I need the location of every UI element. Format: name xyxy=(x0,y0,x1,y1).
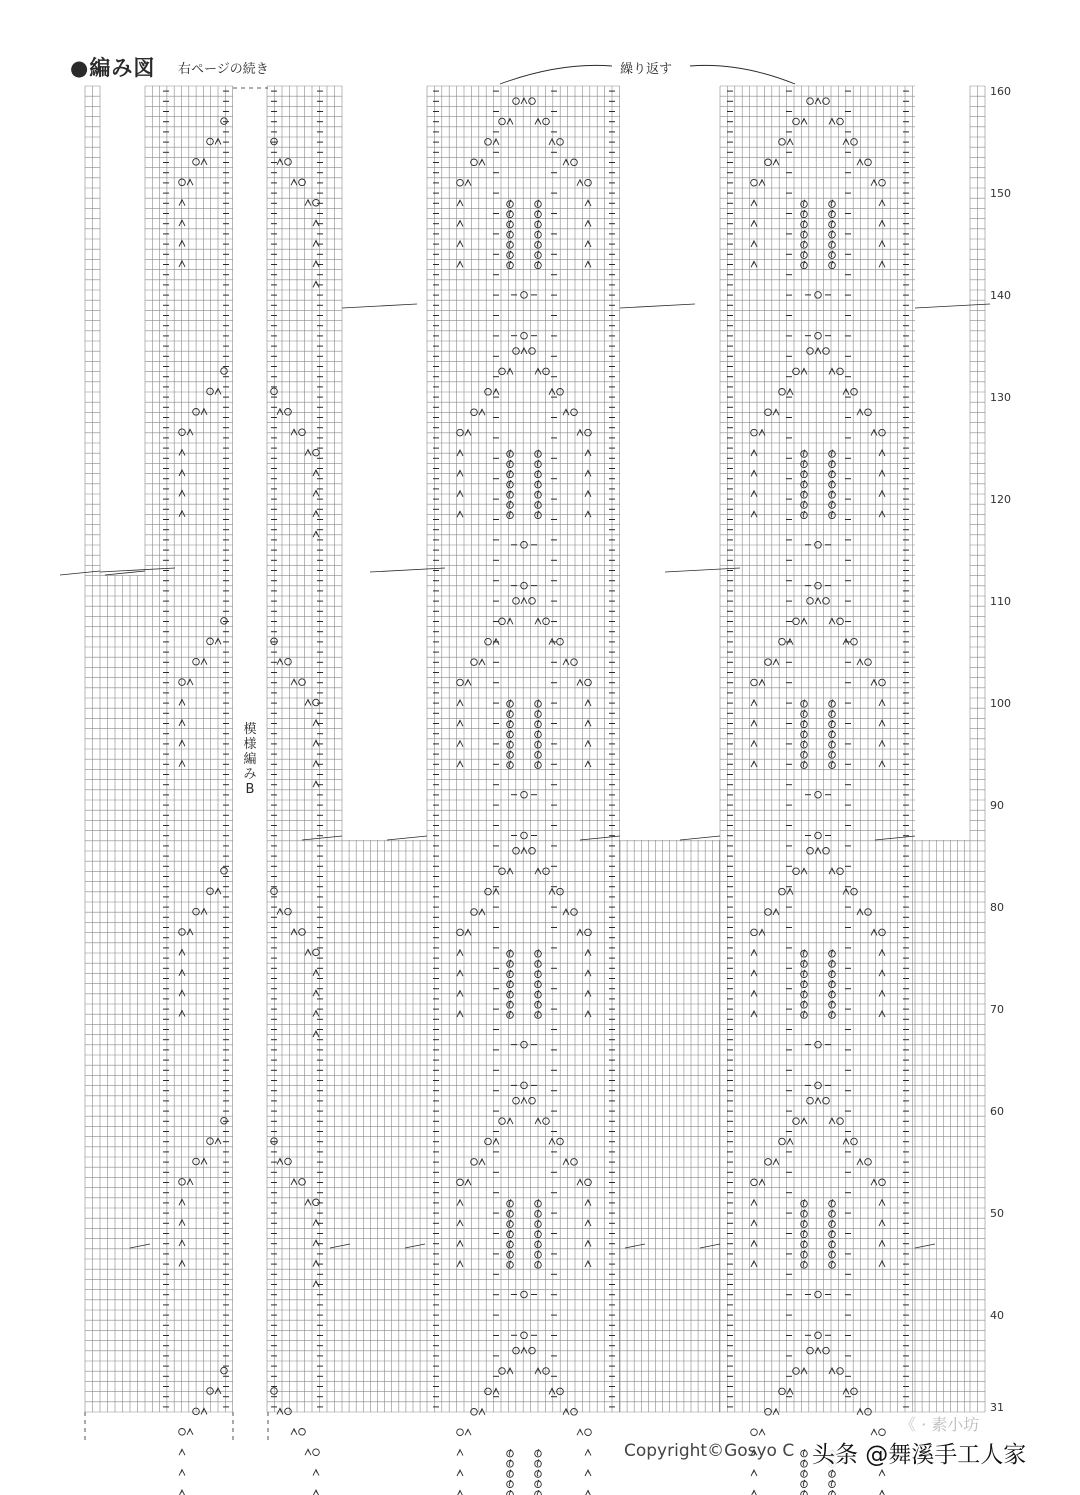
yarn-over-symbol xyxy=(807,1097,814,1104)
yarn-over-symbol xyxy=(793,1118,800,1125)
decrease-symbol xyxy=(313,1261,319,1267)
decrease-symbol xyxy=(457,720,463,726)
decrease-symbol xyxy=(305,1449,311,1455)
decrease-symbol xyxy=(313,1470,319,1476)
decrease-symbol xyxy=(751,221,757,227)
shaping-line-lower-2 xyxy=(405,1244,425,1248)
shaping-line-upper-1 xyxy=(620,304,695,308)
yarn-over-symbol xyxy=(271,1138,278,1145)
yarn-over-symbol xyxy=(221,1117,228,1124)
yarn-over-symbol xyxy=(521,332,528,339)
yarn-over-symbol xyxy=(529,98,536,105)
row-numbers xyxy=(990,85,1011,1414)
decrease-symbol xyxy=(577,1179,583,1185)
yarn-over-symbol xyxy=(751,679,758,686)
decrease-symbol xyxy=(457,761,463,767)
yarn-over-symbol xyxy=(207,888,214,895)
decrease-symbol xyxy=(751,761,757,767)
decrease-symbol xyxy=(829,1118,835,1124)
decrease-symbol xyxy=(179,1449,185,1455)
decrease-symbol xyxy=(457,1220,463,1226)
decrease-symbol xyxy=(457,741,463,747)
decrease-symbol xyxy=(829,119,835,125)
decrease-symbol xyxy=(465,180,471,186)
decrease-symbol xyxy=(751,1470,757,1476)
decrease-symbol xyxy=(201,159,207,165)
decrease-symbol xyxy=(179,700,185,706)
yarn-over-symbol xyxy=(751,1179,758,1186)
yarn-over-symbol xyxy=(837,118,844,125)
decrease-symbol xyxy=(313,531,319,537)
decrease-symbol xyxy=(313,1011,319,1017)
yarn-over-symbol xyxy=(221,368,228,375)
shaping-line-6 xyxy=(875,836,915,840)
decrease-symbol xyxy=(457,1490,463,1495)
yarn-over-symbol xyxy=(313,1449,320,1456)
yarn-over-symbol xyxy=(529,1097,536,1104)
decrease-symbol xyxy=(857,659,863,665)
yarn-over-symbol xyxy=(521,1332,528,1339)
decrease-symbol xyxy=(179,970,185,976)
decrease-symbol xyxy=(187,429,193,435)
row-number-140: 140 xyxy=(990,289,1011,303)
decrease-symbol xyxy=(291,1429,297,1435)
decrease-symbol xyxy=(773,159,779,165)
shaping-line-lower-1 xyxy=(330,1244,350,1248)
yarn-over-symbol xyxy=(879,179,886,186)
decrease-symbol xyxy=(879,1470,885,1476)
decrease-symbol xyxy=(879,720,885,726)
yarn-over-symbol xyxy=(271,1388,278,1395)
decrease-symbol xyxy=(563,1159,569,1165)
decrease-symbol xyxy=(871,180,877,186)
decrease-symbol xyxy=(179,949,185,955)
decrease-symbol xyxy=(479,159,485,165)
yarn-over-symbol xyxy=(179,679,186,686)
decrease-symbol xyxy=(313,1490,319,1495)
decrease-symbol xyxy=(549,139,555,145)
decrease-symbol xyxy=(179,740,185,746)
yarn-over-symbol xyxy=(521,1291,528,1298)
decrease-symbol xyxy=(879,1490,885,1495)
decrease-symbol xyxy=(751,1200,757,1206)
shaping-line-lower-3 xyxy=(625,1244,645,1248)
decrease-symbol xyxy=(313,990,319,996)
decrease-symbol xyxy=(879,241,885,247)
yarn-over-symbol xyxy=(793,118,800,125)
decrease-symbol xyxy=(751,241,757,247)
decrease-symbol xyxy=(879,1220,885,1226)
yarn-over-symbol xyxy=(585,1179,592,1186)
shaping-line-lower-4 xyxy=(700,1244,720,1248)
decrease-symbol xyxy=(759,180,765,186)
decrease-symbol xyxy=(179,490,185,496)
yarn-over-symbol xyxy=(879,1429,886,1436)
decrease-symbol xyxy=(787,139,793,145)
shaping-line-upper-0 xyxy=(342,304,417,308)
yarn-over-symbol xyxy=(765,659,772,666)
decrease-symbol xyxy=(179,1011,185,1017)
yarn-over-symbol xyxy=(313,199,320,206)
decrease-symbol xyxy=(457,1241,463,1247)
decrease-symbol xyxy=(773,659,779,665)
decrease-symbol xyxy=(187,1179,193,1185)
yarn-over-symbol xyxy=(751,179,758,186)
decrease-symbol xyxy=(751,741,757,747)
yarn-over-symbol xyxy=(285,658,292,665)
yarn-over-symbol xyxy=(837,1118,844,1125)
yarn-over-symbol xyxy=(271,638,278,645)
decrease-symbol xyxy=(179,720,185,726)
yarn-over-symbol xyxy=(815,1291,822,1298)
yarn-over-symbol xyxy=(879,679,886,686)
page-subtitle: 右ページの続き xyxy=(178,62,269,77)
decrease-symbol xyxy=(313,970,319,976)
yarn-over-symbol xyxy=(457,179,464,186)
decrease-symbol xyxy=(879,741,885,747)
decrease-symbol xyxy=(291,1179,297,1185)
decrease-symbol xyxy=(787,1139,793,1145)
yarn-over-symbol xyxy=(207,1138,214,1145)
decrease-symbol xyxy=(751,1490,757,1495)
yarn-over-symbol xyxy=(271,888,278,895)
yarn-over-symbol xyxy=(585,679,592,686)
decrease-symbol xyxy=(563,659,569,665)
yarn-over-symbol xyxy=(851,1138,858,1145)
decrease-symbol xyxy=(313,1220,319,1226)
yarn-over-symbol xyxy=(221,618,228,625)
decrease-symbol xyxy=(179,990,185,996)
row-number-60: 60 xyxy=(990,1105,1004,1119)
yarn-over-symbol xyxy=(521,791,528,798)
yarn-over-symbol xyxy=(543,118,550,125)
decrease-symbol xyxy=(521,98,527,104)
decrease-symbol xyxy=(801,119,807,125)
yarn-over-symbol xyxy=(851,139,858,146)
yarn-over-symbol xyxy=(207,388,214,395)
shaping-line-lower-0 xyxy=(130,1244,150,1248)
row-number-70: 70 xyxy=(990,1003,1004,1017)
decrease-symbol xyxy=(313,261,319,267)
decrease-symbol xyxy=(179,761,185,767)
decrease-symbol xyxy=(801,1118,807,1124)
pattern-b-label: 模様編みB xyxy=(240,718,260,801)
decrease-symbol xyxy=(179,1490,185,1495)
yarn-over-symbol xyxy=(571,159,578,166)
decrease-symbol xyxy=(201,409,207,415)
yarn-over-symbol xyxy=(571,1159,578,1166)
yarn-over-symbol xyxy=(313,1199,320,1206)
decrease-symbol xyxy=(313,720,319,726)
decrease-symbol xyxy=(879,1241,885,1247)
decrease-symbol xyxy=(179,1261,185,1267)
decrease-symbol xyxy=(871,1179,877,1185)
shaping-line-2 xyxy=(302,836,342,840)
decrease-symbol xyxy=(187,1429,193,1435)
yarn-over-symbol xyxy=(271,138,278,145)
decrease-symbol xyxy=(187,929,193,935)
decrease-symbol xyxy=(305,450,311,456)
decrease-symbol xyxy=(879,1261,885,1267)
decrease-symbol xyxy=(179,200,185,206)
row-number-130: 130 xyxy=(990,391,1011,405)
yarn-over-symbol xyxy=(837,618,844,625)
decrease-symbol xyxy=(313,241,319,247)
decrease-symbol xyxy=(507,119,513,125)
decrease-symbol xyxy=(585,1450,591,1456)
yarn-over-symbol xyxy=(765,159,772,166)
decrease-symbol xyxy=(801,618,807,624)
yarn-over-symbol xyxy=(851,638,858,645)
decrease-symbol xyxy=(179,450,185,456)
decrease-symbol xyxy=(457,700,463,706)
decrease-symbol xyxy=(291,179,297,185)
decrease-symbol xyxy=(313,511,319,517)
decrease-symbol xyxy=(521,1098,527,1104)
decrease-symbol xyxy=(179,1199,185,1205)
decrease-symbol xyxy=(201,1408,207,1414)
yarn-over-symbol xyxy=(779,139,786,146)
decrease-symbol xyxy=(305,949,311,955)
decrease-symbol xyxy=(187,179,193,185)
decrease-symbol xyxy=(179,261,185,267)
decrease-symbol xyxy=(313,761,319,767)
decrease-symbol xyxy=(313,781,319,787)
decrease-symbol xyxy=(305,700,311,706)
yarn-over-symbol xyxy=(207,638,214,645)
decrease-symbol xyxy=(759,1429,765,1435)
yarn-over-symbol xyxy=(457,1429,464,1436)
yarn-over-symbol xyxy=(499,118,506,125)
yarn-over-symbol xyxy=(779,638,786,645)
decrease-symbol xyxy=(879,1200,885,1206)
decrease-symbol xyxy=(857,159,863,165)
decrease-symbol xyxy=(577,1429,583,1435)
repeat-label: 繰り返す xyxy=(620,62,673,77)
yarn-over-symbol xyxy=(793,618,800,625)
yarn-over-symbol xyxy=(221,868,228,875)
decrease-symbol xyxy=(479,1159,485,1165)
decrease-symbol xyxy=(179,1470,185,1476)
yarn-over-symbol xyxy=(585,179,592,186)
yarn-over-symbol xyxy=(571,659,578,666)
decrease-symbol xyxy=(751,1241,757,1247)
decrease-symbol xyxy=(751,200,757,206)
yarn-over-symbol xyxy=(179,179,186,186)
decrease-symbol xyxy=(457,200,463,206)
page-title: ●編み図 xyxy=(70,56,156,80)
decrease-symbol xyxy=(457,221,463,227)
decrease-symbol xyxy=(773,1159,779,1165)
decrease-symbol xyxy=(179,1220,185,1226)
decrease-symbol xyxy=(179,470,185,476)
decrease-symbol xyxy=(291,429,297,435)
decrease-symbol xyxy=(577,180,583,186)
yarn-over-symbol xyxy=(751,1429,758,1436)
yarn-over-symbol xyxy=(457,679,464,686)
decrease-symbol xyxy=(751,700,757,706)
decrease-symbol xyxy=(871,680,877,686)
yarn-over-symbol xyxy=(313,699,320,706)
yarn-over-symbol xyxy=(815,1332,822,1339)
yarn-over-symbol xyxy=(285,409,292,416)
decrease-symbol xyxy=(879,221,885,227)
yarn-over-symbol xyxy=(543,618,550,625)
yarn-over-symbol xyxy=(179,1179,186,1186)
yarn-over-symbol xyxy=(313,449,320,456)
yarn-over-symbol xyxy=(485,638,492,645)
decrease-symbol xyxy=(457,241,463,247)
decrease-symbol xyxy=(879,700,885,706)
decrease-symbol xyxy=(201,659,207,665)
yarn-over-symbol xyxy=(179,429,186,436)
yarn-over-symbol xyxy=(285,908,292,915)
yarn-over-symbol xyxy=(879,1179,886,1186)
yarn-over-symbol xyxy=(313,949,320,956)
yarn-over-symbol xyxy=(179,929,186,936)
decrease-symbol xyxy=(751,1220,757,1226)
decrease-symbol xyxy=(179,241,185,247)
row-number-120: 120 xyxy=(990,493,1011,507)
yarn-over-symbol xyxy=(815,832,822,839)
yarn-over-symbol xyxy=(285,1158,292,1165)
yarn-over-symbol xyxy=(529,598,536,605)
decrease-symbol xyxy=(479,659,485,665)
decrease-symbol xyxy=(585,1470,591,1476)
yarn-over-symbol xyxy=(807,598,814,605)
decrease-symbol xyxy=(313,1240,319,1246)
decrease-symbol xyxy=(563,159,569,165)
decrease-symbol xyxy=(305,200,311,206)
watermark-ghost: 《 · 素小坊 xyxy=(900,1415,980,1434)
yarn-over-symbol xyxy=(285,1408,292,1415)
decrease-symbol xyxy=(457,1470,463,1476)
decrease-symbol xyxy=(759,680,765,686)
row-number-90: 90 xyxy=(990,799,1004,813)
yarn-over-symbol xyxy=(543,1118,550,1125)
yarn-over-symbol xyxy=(779,1138,786,1145)
decrease-symbol xyxy=(457,1450,463,1456)
decrease-symbol xyxy=(465,1429,471,1435)
yarn-over-symbol xyxy=(221,1367,228,1374)
decrease-symbol xyxy=(829,618,835,624)
yarn-over-symbol xyxy=(221,118,228,125)
row-number-40: 40 xyxy=(990,1309,1004,1323)
yarn-over-symbol xyxy=(815,292,822,299)
row-number-31: 31 xyxy=(990,1401,1004,1414)
decrease-symbol xyxy=(187,679,193,685)
decrease-symbol xyxy=(201,1159,207,1165)
decrease-symbol xyxy=(857,1159,863,1165)
row-number-50: 50 xyxy=(990,1207,1004,1221)
decrease-symbol xyxy=(201,909,207,915)
decrease-symbol xyxy=(179,1240,185,1246)
yarn-over-symbol xyxy=(485,1138,492,1145)
yarn-over-symbol xyxy=(815,791,822,798)
decrease-symbol xyxy=(457,261,463,267)
decrease-symbol xyxy=(291,679,297,685)
watermark-text: 头条 @舞溪手工人家 xyxy=(808,1436,1030,1469)
shaping-line-lower-5 xyxy=(915,1244,935,1248)
shaping-line-upper-2 xyxy=(915,304,990,308)
decrease-symbol xyxy=(507,618,513,624)
shaping-line-5 xyxy=(680,836,720,840)
shaping-line-4 xyxy=(580,836,620,840)
yarn-over-symbol xyxy=(815,332,822,339)
decrease-symbol xyxy=(465,680,471,686)
decrease-symbol xyxy=(291,929,297,935)
yarn-over-symbol xyxy=(285,159,292,166)
decrease-symbol xyxy=(879,200,885,206)
decrease-symbol xyxy=(521,598,527,604)
decrease-symbol xyxy=(179,220,185,226)
stitch-symbols xyxy=(163,91,909,1495)
decrease-symbol xyxy=(179,511,185,517)
decrease-symbol xyxy=(313,740,319,746)
decrease-symbol xyxy=(313,1281,319,1287)
yarn-over-symbol xyxy=(485,139,492,146)
decrease-symbol xyxy=(585,1490,591,1495)
yarn-over-symbol xyxy=(299,1429,306,1436)
row-number-100: 100 xyxy=(990,697,1011,711)
yarn-over-symbol xyxy=(271,388,278,395)
decrease-symbol xyxy=(751,1261,757,1267)
row-number-160: 160 xyxy=(990,85,1011,99)
yarn-over-symbol xyxy=(499,618,506,625)
decrease-symbol xyxy=(751,720,757,726)
yarn-over-symbol xyxy=(585,1429,592,1436)
decrease-symbol xyxy=(313,1031,319,1037)
yarn-over-symbol xyxy=(179,1429,186,1436)
decrease-symbol xyxy=(465,1179,471,1185)
decrease-symbol xyxy=(549,1139,555,1145)
decrease-symbol xyxy=(751,261,757,267)
decrease-symbol xyxy=(313,281,319,287)
yarn-over-symbol xyxy=(807,98,814,105)
decrease-symbol xyxy=(457,1261,463,1267)
decrease-symbol xyxy=(879,261,885,267)
copyright-text: Copyright©Gosyo C xyxy=(624,1441,795,1461)
decrease-symbol xyxy=(759,1179,765,1185)
decrease-symbol xyxy=(871,1429,877,1435)
shaping-line-0 xyxy=(60,571,100,575)
decrease-symbol xyxy=(457,1200,463,1206)
decrease-symbol xyxy=(879,761,885,767)
yarn-over-symbol xyxy=(457,1179,464,1186)
yarn-over-symbol xyxy=(765,1159,772,1166)
row-number-110: 110 xyxy=(990,595,1011,609)
shaping-line-3 xyxy=(387,836,427,840)
row-number-150: 150 xyxy=(990,187,1011,201)
decrease-symbol xyxy=(313,220,319,226)
yarn-over-symbol xyxy=(521,832,528,839)
decrease-symbol xyxy=(577,680,583,686)
decrease-symbol xyxy=(305,1199,311,1205)
yarn-over-symbol xyxy=(207,138,214,145)
decrease-symbol xyxy=(313,490,319,496)
yarn-over-symbol xyxy=(521,292,528,299)
decrease-symbol xyxy=(313,470,319,476)
yarn-over-symbol xyxy=(207,1388,214,1395)
decrease-symbol xyxy=(507,1118,513,1124)
yarn-over-symbol xyxy=(499,1118,506,1125)
row-number-80: 80 xyxy=(990,901,1004,915)
